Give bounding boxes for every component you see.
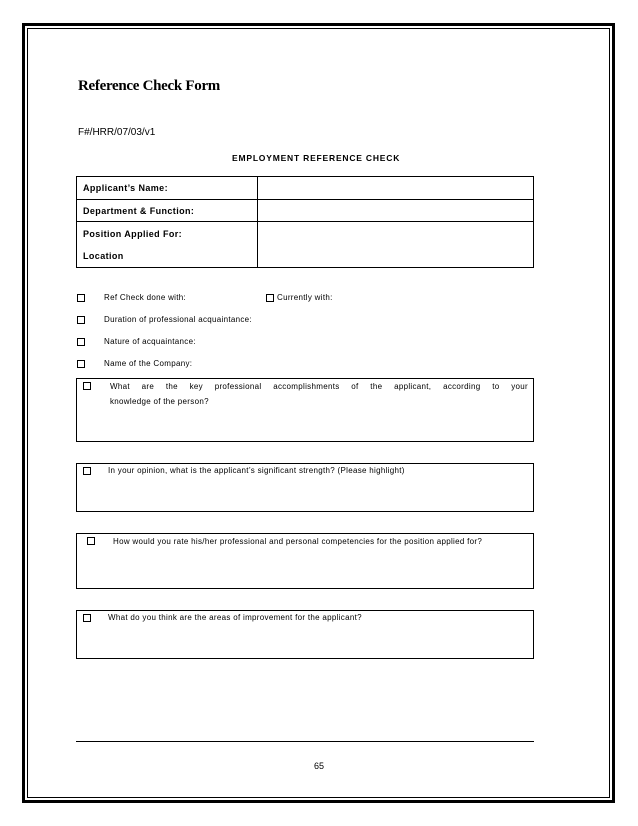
department-label: Department & Function: bbox=[77, 200, 258, 222]
improvement-checkbox[interactable] bbox=[83, 614, 91, 622]
currently-with-row bbox=[266, 292, 333, 304]
duration-label: Duration of professional acquaintance: bbox=[104, 315, 252, 324]
position-label: Position Applied For: bbox=[83, 228, 183, 239]
form-heading: EMPLOYMENT REFERENCE CHECK bbox=[232, 153, 401, 163]
ref-check-label: Ref Check done with: bbox=[104, 293, 187, 302]
company-checkbox[interactable] bbox=[77, 360, 85, 368]
strength-checkbox-wrap bbox=[83, 465, 94, 477]
duration-row bbox=[77, 314, 88, 326]
nature-row bbox=[77, 336, 88, 348]
department-field[interactable] bbox=[258, 200, 534, 222]
accomplishments-question-line1: What are the key professional accomplishments of the applicant, according to your bbox=[110, 382, 528, 391]
footer-divider bbox=[76, 741, 534, 742]
applicant-info-table bbox=[76, 176, 534, 268]
accomplishments-checkbox[interactable] bbox=[83, 382, 91, 390]
location-label: Location bbox=[83, 250, 124, 261]
currently-with-checkbox[interactable] bbox=[266, 294, 274, 302]
nature-checkbox[interactable] bbox=[77, 338, 85, 346]
nature-label: Nature of acquaintance: bbox=[104, 337, 196, 346]
applicant-name-label: Applicant’s Name: bbox=[77, 177, 258, 200]
position-location-label-cell bbox=[77, 222, 258, 268]
page-number: 65 bbox=[313, 761, 324, 771]
competencies-checkbox-wrap bbox=[87, 535, 98, 547]
accomplishments-question-line2: knowledge of the person? bbox=[110, 397, 209, 406]
strength-checkbox[interactable] bbox=[83, 467, 91, 475]
form-code: F#/HRR/07/03/v1 bbox=[78, 127, 156, 138]
form-title: Reference Check Form bbox=[78, 78, 220, 94]
position-location-field[interactable] bbox=[258, 222, 534, 268]
competencies-checkbox[interactable] bbox=[87, 537, 95, 545]
ref-check-row bbox=[77, 292, 88, 304]
improvement-question: What do you think are the areas of improvement for the applicant? bbox=[108, 613, 362, 622]
accomplishments-checkbox-wrap bbox=[83, 380, 94, 392]
improvement-checkbox-wrap bbox=[83, 612, 94, 624]
duration-checkbox[interactable] bbox=[77, 316, 85, 324]
currently-with-label: Currently with: bbox=[277, 293, 333, 302]
company-label: Name of the Company: bbox=[104, 359, 193, 368]
competencies-question: How would you rate his/her professional and personal competencies for the position applied for? bbox=[113, 537, 483, 546]
ref-check-checkbox[interactable] bbox=[77, 294, 85, 302]
company-row bbox=[77, 358, 88, 370]
strength-question: In your opinion, what is the applicant’s significant strength? (Please highlight) bbox=[108, 466, 405, 475]
applicant-name-field[interactable] bbox=[258, 177, 534, 200]
